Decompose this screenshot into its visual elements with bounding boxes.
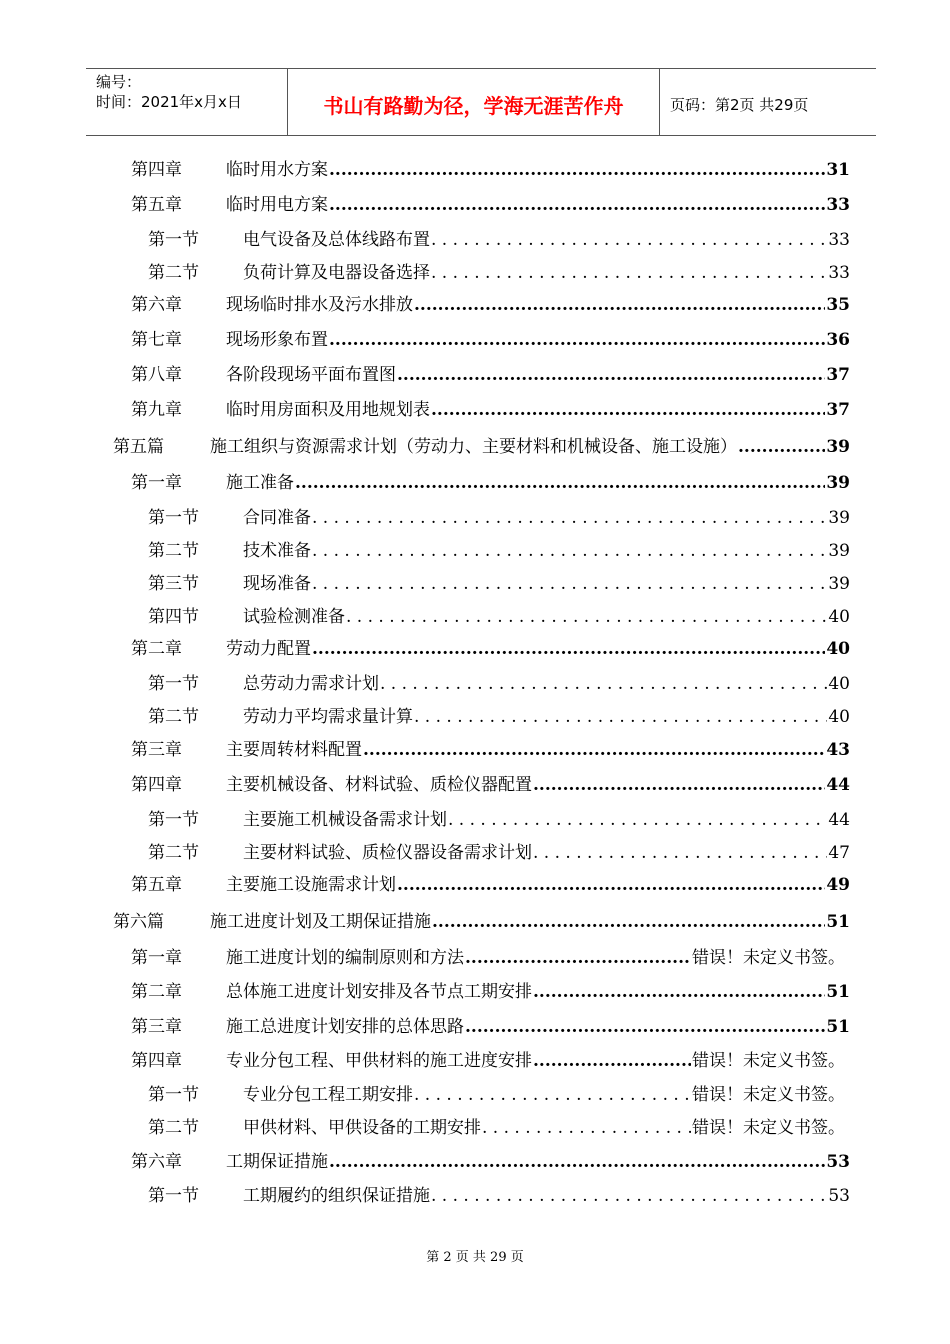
toc-entry-title: 现场形象布置 bbox=[226, 330, 328, 350]
toc-entry-number: 第四章 bbox=[131, 160, 182, 180]
toc-entry-page: 33 bbox=[826, 195, 850, 215]
toc-entry-page: 40 bbox=[828, 674, 850, 694]
toc-entry-title: 总体施工进度计划安排及各节点工期安排 bbox=[226, 982, 532, 1002]
toc-entry[interactable] bbox=[131, 193, 850, 217]
toc-entry-number: 第一节 bbox=[148, 674, 199, 694]
toc-entry-page: 39 bbox=[828, 574, 850, 594]
toc-leader-dots bbox=[329, 193, 825, 217]
toc-entry-page: 40 bbox=[826, 639, 850, 659]
toc-entry-title: 总劳动力需求计划 bbox=[243, 674, 379, 694]
toc-entry-page: 35 bbox=[826, 295, 850, 315]
toc-entry-title: 电气设备及总体线路布置 bbox=[243, 230, 430, 250]
toc-entry-page: 错误！未定义书签。 bbox=[692, 1118, 845, 1138]
toc-entry-title: 临时用水方案 bbox=[226, 160, 328, 180]
header-page-info: 页码：第2页 共29页 bbox=[670, 95, 809, 114]
toc-entry-number: 第七章 bbox=[131, 330, 182, 350]
toc-entry[interactable] bbox=[148, 1083, 845, 1107]
toc-leader-dots bbox=[738, 435, 825, 459]
toc-entry-number: 第六章 bbox=[131, 1152, 182, 1172]
toc-entry[interactable] bbox=[131, 328, 850, 352]
toc-entry[interactable] bbox=[148, 506, 850, 530]
toc-entry[interactable] bbox=[148, 1184, 850, 1208]
toc-entry[interactable] bbox=[131, 471, 850, 495]
toc-entry[interactable] bbox=[131, 293, 850, 317]
toc-entry-number: 第六篇 bbox=[113, 912, 164, 932]
toc-entry-number: 第一节 bbox=[148, 230, 199, 250]
toc-entry-title: 施工组织与资源需求计划（劳动力、主要材料和机械设备、施工设施） bbox=[210, 437, 737, 457]
toc-entry-title: 临时用电方案 bbox=[226, 195, 328, 215]
toc-entry-number: 第一节 bbox=[148, 1186, 199, 1206]
toc-entry-page: 39 bbox=[828, 541, 850, 561]
toc-leader-dots bbox=[431, 398, 825, 422]
toc-entry[interactable] bbox=[148, 605, 850, 629]
toc-leader-dots bbox=[414, 293, 825, 317]
toc-leader-dots bbox=[397, 873, 825, 897]
toc-leader-dots bbox=[533, 841, 827, 865]
toc-entry-title: 试验检测准备 bbox=[243, 607, 345, 627]
toc-leader-dots bbox=[397, 363, 825, 387]
toc-leader-dots bbox=[465, 1015, 825, 1039]
toc-entry-title: 临时用房面积及用地规划表 bbox=[226, 400, 430, 420]
toc-entry[interactable] bbox=[148, 841, 850, 865]
toc-entry-page: 51 bbox=[826, 912, 850, 932]
toc-entry-title: 施工总进度计划安排的总体思路 bbox=[226, 1017, 464, 1037]
toc-entry[interactable] bbox=[131, 1049, 845, 1073]
toc-entry[interactable] bbox=[131, 1150, 850, 1174]
toc-entry-number: 第五章 bbox=[131, 195, 182, 215]
toc-entry-page: 错误！未定义书签。 bbox=[692, 1051, 845, 1071]
header-number: 编号： bbox=[96, 73, 142, 91]
toc-entry-title: 专业分包工程工期安排 bbox=[243, 1085, 413, 1105]
toc-leader-dots bbox=[329, 158, 825, 182]
toc-entry-title: 专业分包工程、甲供材料的施工进度安排 bbox=[226, 1051, 532, 1071]
toc-entry-page: 49 bbox=[826, 875, 850, 895]
toc-entry[interactable] bbox=[131, 946, 845, 970]
toc-leader-dots bbox=[295, 471, 825, 495]
toc-entry-number: 第三章 bbox=[131, 1017, 182, 1037]
header-meta bbox=[86, 69, 288, 135]
toc-entry-title: 工期履约的组织保证措施 bbox=[243, 1186, 430, 1206]
toc-entry[interactable] bbox=[148, 808, 850, 832]
toc-entry-page: 53 bbox=[828, 1186, 850, 1206]
toc-leader-dots bbox=[329, 328, 825, 352]
toc-entry[interactable] bbox=[148, 539, 850, 563]
toc-entry-number: 第一章 bbox=[131, 948, 182, 968]
toc-entry[interactable] bbox=[148, 705, 850, 729]
toc-leader-dots bbox=[363, 738, 825, 762]
toc-entry-number: 第六章 bbox=[131, 295, 182, 315]
toc-entry-page: 31 bbox=[826, 160, 850, 180]
toc-entry[interactable] bbox=[148, 261, 850, 285]
toc-entry-number: 第九章 bbox=[131, 400, 182, 420]
toc-entry-title: 施工进度计划及工期保证措施 bbox=[210, 912, 431, 932]
toc-leader-dots bbox=[465, 946, 691, 970]
toc-entry[interactable] bbox=[131, 980, 850, 1004]
toc-entry-number: 第四章 bbox=[131, 775, 182, 795]
toc-entry[interactable] bbox=[148, 672, 850, 696]
toc-entry-number: 第二节 bbox=[148, 707, 199, 727]
toc-entry-title: 合同准备 bbox=[243, 508, 311, 528]
toc-entry-page: 33 bbox=[828, 263, 850, 283]
toc-entry-title: 主要材料试验、质检仪器设备需求计划 bbox=[243, 843, 532, 863]
toc-leader-dots bbox=[432, 910, 825, 934]
toc-entry-page: 44 bbox=[826, 775, 850, 795]
toc-entry-title: 技术准备 bbox=[243, 541, 311, 561]
toc-entry-number: 第四章 bbox=[131, 1051, 182, 1071]
toc-entry-title: 负荷计算及电器设备选择 bbox=[243, 263, 430, 283]
toc-entry-number: 第二节 bbox=[148, 1118, 199, 1138]
toc-entry-number: 第三章 bbox=[131, 740, 182, 760]
toc-leader-dots bbox=[312, 637, 825, 661]
toc-entry-number: 第二节 bbox=[148, 541, 199, 561]
toc-entry-number: 第二章 bbox=[131, 982, 182, 1002]
page-header bbox=[86, 68, 876, 136]
toc-leader-dots bbox=[431, 1184, 827, 1208]
toc-entry-page: 37 bbox=[826, 365, 850, 385]
toc-entry-number: 第八章 bbox=[131, 365, 182, 385]
toc-entry-title: 主要施工设施需求计划 bbox=[226, 875, 396, 895]
toc-entry-number: 第二节 bbox=[148, 263, 199, 283]
toc-leader-dots bbox=[312, 572, 827, 596]
toc-entry[interactable] bbox=[148, 1116, 845, 1140]
toc-entry-page: 44 bbox=[828, 810, 850, 830]
toc-entry[interactable] bbox=[131, 363, 850, 387]
toc-entry-page: 51 bbox=[826, 982, 850, 1002]
toc-entry[interactable] bbox=[131, 398, 850, 422]
toc-leader-dots bbox=[346, 605, 827, 629]
toc-entry-page: 53 bbox=[826, 1152, 850, 1172]
toc-entry-number: 第三节 bbox=[148, 574, 199, 594]
header-time: 时间：2021年x月x日 bbox=[96, 93, 242, 111]
toc-leader-dots bbox=[448, 808, 827, 832]
toc-entry-page: 47 bbox=[828, 843, 850, 863]
toc-entry[interactable] bbox=[148, 572, 850, 596]
toc-entry-page: 51 bbox=[826, 1017, 850, 1037]
toc-entry-page: 39 bbox=[828, 508, 850, 528]
toc-entry-number: 第五章 bbox=[131, 875, 182, 895]
toc-entry-title: 甲供材料、甲供设备的工期安排 bbox=[243, 1118, 481, 1138]
toc-entry-title: 主要机械设备、材料试验、质检仪器配置 bbox=[226, 775, 532, 795]
toc-entry-page: 39 bbox=[826, 437, 850, 457]
toc-entry[interactable] bbox=[113, 910, 850, 934]
toc-entry-number: 第一章 bbox=[131, 473, 182, 493]
toc-leader-dots bbox=[431, 228, 827, 252]
toc-entry[interactable] bbox=[131, 637, 850, 661]
page-footer: 第 2 页 共 29 页 bbox=[426, 1250, 524, 1265]
toc-entry-title: 主要周转材料配置 bbox=[226, 740, 362, 760]
header-motto: 书山有路勤为径，学海无涯苦作舟 bbox=[288, 69, 660, 135]
toc-leader-dots bbox=[312, 506, 827, 530]
toc-entry-page: 错误！未定义书签。 bbox=[692, 1085, 845, 1105]
toc-entry-page: 36 bbox=[826, 330, 850, 350]
toc-leader-dots bbox=[414, 1083, 691, 1107]
toc-entry[interactable] bbox=[131, 873, 850, 897]
toc-entry-title: 施工进度计划的编制原则和方法 bbox=[226, 948, 464, 968]
toc-entry-title: 现场准备 bbox=[243, 574, 311, 594]
toc-entry[interactable] bbox=[113, 435, 850, 459]
toc-entry-title: 劳动力平均需求量计算 bbox=[243, 707, 413, 727]
toc-entry-title: 各阶段现场平面布置图 bbox=[226, 365, 396, 385]
toc-entry-page: 错误！未定义书签。 bbox=[692, 948, 845, 968]
toc-entry-title: 施工准备 bbox=[226, 473, 294, 493]
toc-entry-number: 第二节 bbox=[148, 843, 199, 863]
toc-entry-page: 37 bbox=[826, 400, 850, 420]
toc-entry-title: 劳动力配置 bbox=[226, 639, 311, 659]
toc-entry-page: 43 bbox=[826, 740, 850, 760]
toc-entry-page: 33 bbox=[828, 230, 850, 250]
toc-leader-dots bbox=[414, 705, 827, 729]
toc-entry[interactable] bbox=[131, 1015, 850, 1039]
toc-entry[interactable] bbox=[131, 158, 850, 182]
toc-entry[interactable] bbox=[131, 773, 850, 797]
toc-entry-title: 工期保证措施 bbox=[226, 1152, 328, 1172]
toc-leader-dots bbox=[533, 1049, 691, 1073]
toc-leader-dots bbox=[482, 1116, 691, 1140]
toc-entry[interactable] bbox=[131, 738, 850, 762]
toc-entry-page: 40 bbox=[828, 607, 850, 627]
toc-leader-dots bbox=[312, 539, 827, 563]
toc-leader-dots bbox=[533, 980, 825, 1004]
toc-entry-number: 第一节 bbox=[148, 1085, 199, 1105]
toc-leader-dots bbox=[329, 1150, 825, 1174]
toc-entry-number: 第一节 bbox=[148, 810, 199, 830]
toc-entry-number: 第二章 bbox=[131, 639, 182, 659]
toc-leader-dots bbox=[533, 773, 825, 797]
toc-entry-title: 主要施工机械设备需求计划 bbox=[243, 810, 447, 830]
toc-entry[interactable] bbox=[148, 228, 850, 252]
toc-entry-number: 第四节 bbox=[148, 607, 199, 627]
toc-entry-number: 第一节 bbox=[148, 508, 199, 528]
toc-leader-dots bbox=[431, 261, 827, 285]
toc-entry-title: 现场临时排水及污水排放 bbox=[226, 295, 413, 315]
toc-entry-page: 40 bbox=[828, 707, 850, 727]
toc-leader-dots bbox=[380, 672, 827, 696]
toc-entry-page: 39 bbox=[826, 473, 850, 493]
toc-entry-number: 第五篇 bbox=[113, 437, 164, 457]
